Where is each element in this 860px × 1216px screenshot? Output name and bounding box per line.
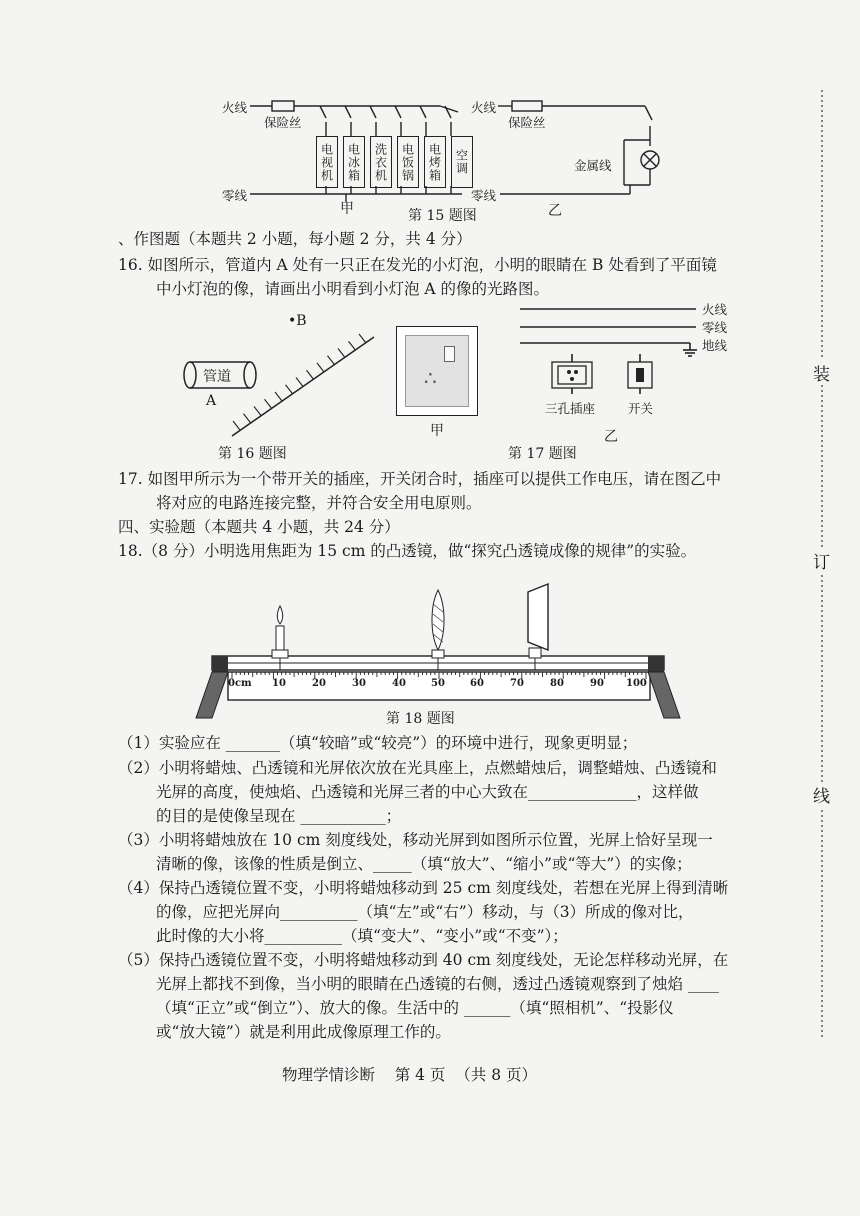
figure-17-jia-label: 甲 bbox=[430, 423, 444, 439]
figure-15-yi-label: 乙 bbox=[548, 203, 562, 219]
q18-part-3-line-1: （3）小明将蜡烛放在 10 cm 刻度线处，移动光屏到如图所示位置，光屏上恰好呈现一 bbox=[118, 831, 713, 849]
point-b-label: •B bbox=[288, 313, 307, 329]
neutral-wire-label: 零线 bbox=[222, 188, 248, 203]
margin-char-zhuang: 装 bbox=[813, 360, 830, 385]
q18-part-1: （1）实验应在 _______（填“较暗”或“较亮”）的环境中进行，现象更明显； bbox=[118, 734, 638, 752]
q17-line-2: 将对应的电路连接完整，并符合安全用电原则。 bbox=[156, 494, 482, 512]
margin-char-ding: 订 bbox=[813, 548, 830, 573]
ruler-label-80: 80 bbox=[550, 678, 564, 689]
figure-18-caption: 第 18 题图 bbox=[386, 711, 455, 727]
ruler-label-60: 60 bbox=[470, 678, 484, 689]
fuse-label: 保险丝 bbox=[508, 115, 546, 130]
q18-part-2-line-2: 光屏的高度，使烛焰、凸透镜和光屏三者的中心大致在______________，这样做 bbox=[156, 783, 699, 801]
figure-17-caption: 第 17 题图 bbox=[508, 446, 577, 462]
ruler-label-10: 10 bbox=[272, 678, 286, 689]
q18-part-2-line-3: 的目的是使像呈现在 ___________； bbox=[156, 807, 402, 825]
q18-part-3-line-2: 清晰的像，该像的性质是倒立、_____（填“放大”、“缩小”或“等大”）的实像； bbox=[156, 855, 692, 873]
pipe-label: 管道 bbox=[203, 369, 231, 385]
switch-label: 开关 bbox=[628, 401, 654, 416]
q18-part-5-line-3: （填“正立”或“倒立”）、放大的像。生活中的 ______（填“照相机”、“投影仪 bbox=[156, 999, 674, 1017]
q18-part-2-line-1: （2）小明将蜡烛、凸透镜和光屏依次放在光具座上，点燃蜡烛后，调整蜡烛、凸透镜和 bbox=[118, 759, 717, 777]
fuse-label: 保险丝 bbox=[264, 115, 302, 130]
figure-15-jia-label: 甲 bbox=[340, 201, 354, 217]
three-hole-socket-label: 三孔插座 bbox=[545, 401, 596, 416]
q18-part-5-line-4: 或“放大镜”）就是利用此成像原理工作的。 bbox=[156, 1023, 451, 1041]
page-footer: 物理学情诊断 第 4 页 （共 8 页） bbox=[282, 1066, 537, 1084]
appliance-tv: 电视机 bbox=[316, 136, 338, 188]
q17-line-1: 17. 如图甲所示为一个带开关的插座，开关闭合时，插座可以提供工作电压，请在图乙中 bbox=[118, 470, 722, 488]
three-hole-icon: ∴ bbox=[424, 366, 437, 390]
q18-part-5-line-1: （5）保持凸透镜位置不变，小明将蜡烛移动到 40 cm 刻度线处，无论怎样移动光屏，在 bbox=[118, 951, 729, 969]
appliance-oven: 电烤箱 bbox=[424, 136, 446, 188]
ruler-label-40: 40 bbox=[392, 678, 406, 689]
live-wire-label: 火线 bbox=[471, 100, 497, 115]
live-wire-label: 火线 bbox=[222, 100, 248, 115]
q18-part-4-line-2: 的像，应把光屏向__________（填“左”或“右”）移动，与（3）所成的像对比， bbox=[156, 903, 694, 921]
appliance-fridge: 电冰箱 bbox=[343, 136, 365, 188]
margin-char-xian: 线 bbox=[813, 782, 830, 807]
figure-16-caption: 第 16 题图 bbox=[218, 446, 287, 462]
metal-wire-label: 金属线 bbox=[574, 158, 612, 173]
ground-wire-label: 地线 bbox=[702, 338, 728, 353]
q16-line-1: 16. 如图所示，管道内 A 处有一只正在发光的小灯泡，小明的眼睛在 B 处看到了平面镜 bbox=[118, 256, 717, 274]
ruler-label-70: 70 bbox=[510, 678, 524, 689]
neutral-wire-label: 零线 bbox=[702, 320, 728, 335]
ruler-label-50: 50 bbox=[431, 678, 445, 689]
appliance-rice-cooker: 电饭锅 bbox=[397, 136, 419, 188]
ruler-label-100: 100 bbox=[626, 678, 647, 689]
ruler-label-30: 30 bbox=[352, 678, 366, 689]
figure-15-caption: 第 15 题图 bbox=[408, 208, 477, 224]
q16-line-2: 中小灯泡的像，请画出小明看到小灯泡 A 的像的光路图。 bbox=[156, 280, 550, 298]
q18-part-4-line-3: 此时像的大小将__________（填“变大”、“变小”或“不变”）； bbox=[156, 927, 568, 945]
section-4-heading: 四、实验题（本题共 4 小题，共 24 分） bbox=[118, 518, 400, 536]
appliance-ac: 空调 bbox=[451, 136, 473, 188]
live-wire-label: 火线 bbox=[702, 302, 728, 317]
ruler-label-0: 0cm bbox=[228, 678, 252, 689]
section-3-heading: 、作图题（本题共 2 小题，每小题 2 分，共 4 分） bbox=[118, 230, 472, 248]
q18-part-5-line-2: 光屏上都找不到像，当小明的眼睛在凸透镜的右侧，透过凸透镜观察到了烛焰 ____ bbox=[156, 975, 719, 993]
q18-part-4-line-1: （4）保持凸透镜位置不变，小明将蜡烛移动到 25 cm 刻度线处，若想在光屏上得到清晰 bbox=[118, 879, 729, 897]
appliance-washer: 洗衣机 bbox=[370, 136, 392, 188]
point-a-label: A bbox=[206, 393, 217, 409]
figure-17-yi-label: 乙 bbox=[604, 429, 618, 445]
ruler-label-90: 90 bbox=[590, 678, 604, 689]
q18-intro: 18.（8 分）小明选用焦距为 15 cm 的凸透镜，做“探究凸透镜成像的规律”的实验。 bbox=[118, 542, 697, 560]
ruler-label-20: 20 bbox=[312, 678, 326, 689]
neutral-wire-label: 零线 bbox=[471, 188, 497, 203]
